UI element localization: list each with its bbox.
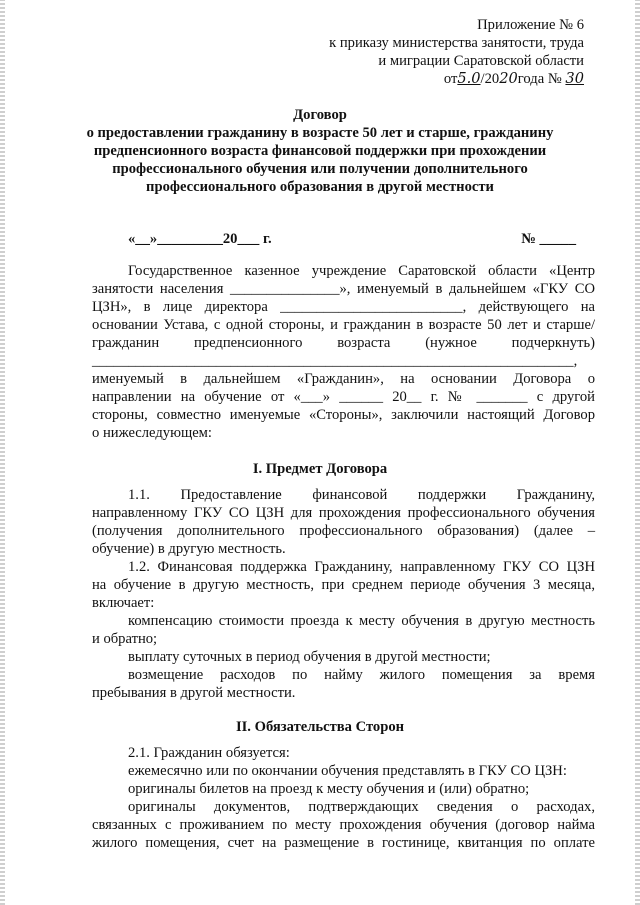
order-date-line	[444, 70, 584, 88]
section-2-line: ежемесячно или по окончании обучения представлять в ГКУ СО ЦЗН:	[128, 763, 567, 779]
intro-line: о нижеследующем:	[92, 425, 212, 441]
doc-subtitle-3: профессионального обучения или получении дополнительного	[112, 161, 528, 177]
intro-line: __________________________________________________________________,	[92, 353, 578, 369]
section-1-line: и обратно;	[92, 631, 158, 647]
intro-line: Государственное казенное учреждение Саратовской области «Центр	[128, 263, 595, 279]
section-2-line: оригиналы документов, подтверждающих сведения о расходах,	[128, 799, 595, 815]
intro-line: ЦЗН», в лице директора _________________________, действующего на	[92, 299, 595, 315]
intro-line: гражданин предпенсионного возраста (нужное подчеркнуть)	[92, 335, 595, 351]
section-1-line: 1.2. Финансовая поддержка Гражданину, направленному ГКУ СО ЦЗН	[128, 559, 595, 575]
intro-line: именуемый в дальнейшем «Гражданин», на основании Договора о	[92, 371, 595, 387]
section-1-line: возмещение расходов по найму жилого помещения за время	[128, 667, 595, 683]
doc-subtitle-2: предпенсионного возраста финансовой поддержки при прохождении	[93, 143, 547, 159]
section-1-line: пребывания в другой местности.	[92, 685, 296, 701]
section-1-line: (получения дополнительного профессионального образования) (далее –	[92, 523, 595, 539]
section-2-line: оригиналы билетов на проезд к месту обучения и (или) обратно;	[128, 781, 530, 797]
intro-line: стороны, совместно именуемые «Стороны», заключили настоящий Договор	[92, 407, 595, 423]
section-2-heading: II. Обязательства Сторон	[235, 719, 405, 735]
intro-line: основании Устава, с одной стороны, и гражданин в возрасте 50 лет и старше/	[92, 317, 595, 333]
order-date-year-handwritten: 20	[499, 70, 518, 87]
contract-number: № _____	[521, 231, 576, 247]
order-date-year: /20	[480, 71, 500, 87]
section-1-line: включает:	[92, 595, 155, 611]
section-1-line: направленному ГКУ СО ЦЗН для прохождения профессионального обучения	[92, 505, 595, 521]
section-1-heading: I. Предмет Договора	[252, 461, 388, 477]
contract-date: «__»_________20___ г.	[128, 231, 272, 247]
order-date-mid: года №	[517, 71, 562, 87]
section-1-line: выплату суточных в период обучения в другой местности;	[128, 649, 491, 665]
intro-line: занятости населения _______________», именуемый в дальнейшем «ГКУ СО	[92, 281, 595, 297]
intro-line: направлении на обучение от «___» ______ 20__ г. № _______ с другой	[92, 389, 595, 405]
doc-subtitle-4: профессионального образования в другой местности	[146, 179, 494, 195]
order-date-prefix: от	[443, 71, 458, 87]
doc-subtitle-1: о предоставлении гражданину в возрасте 50 лет и старше, гражданину	[86, 125, 554, 141]
section-1-line: 1.1. Предоставление финансовой поддержки Гражданину,	[128, 487, 595, 503]
section-2-line: жилого помещения, счет на размещение в гостинице, квитанция по оплате	[92, 835, 595, 851]
section-2-line: 2.1. Гражданин обязуется:	[128, 745, 290, 761]
order-reference-line1: к приказу министерства занятости, труда	[329, 35, 584, 51]
order-date-day: 5.0	[457, 70, 481, 87]
section-1-line: на обучение в другую местность, при среднем периоде обучения 3 месяца,	[92, 577, 595, 593]
order-reference-line2: и миграции Саратовской области	[378, 53, 584, 69]
section-1-line: компенсацию стоимости проезда к месту обучения в другую местность	[128, 613, 595, 629]
doc-title: Договор	[293, 107, 347, 123]
appendix-number: Приложение № 6	[477, 17, 584, 33]
section-1-line: обучение) в другую местность.	[92, 541, 286, 557]
section-2-line: связанных с проживанием по месту прохождения обучения (договор найма	[92, 817, 595, 833]
order-number: 30	[565, 70, 584, 87]
